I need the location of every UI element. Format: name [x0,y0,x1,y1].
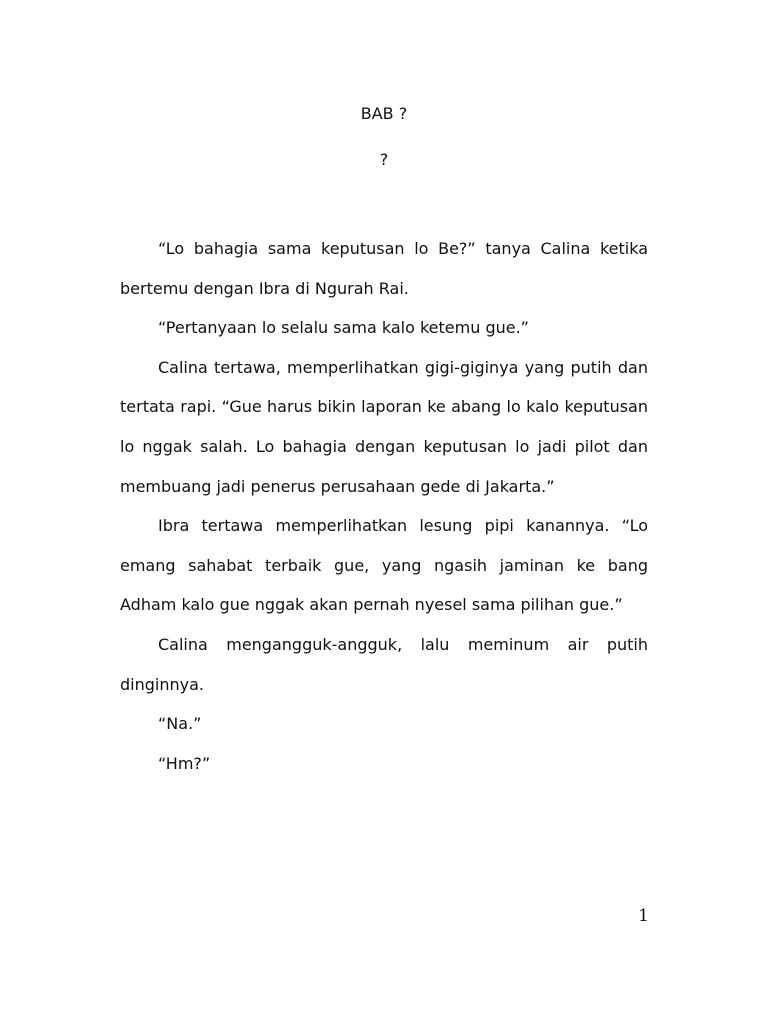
paragraph: Calina mengangguk-angguk, lalu meminum air putih dinginnya. [120,634,648,694]
body-text [120,229,648,783]
paragraph: “Lo bahagia sama keputusan lo Be?” tanya Calina ketika bertemu dengan Ibra di Ngurah Rai. [120,239,648,298]
page-number: 1 [638,906,649,926]
paragraph: Calina tertawa, memperlihatkan gigi-giginya yang putih dan tertata rapi. “Gue harus bikin laporan ke abang lo kalo keputusan lo nggak salah. Lo bahagia dengan keputusan lo jadi pilot dan membuang jadi penerus perusahaan gede di Jakarta.” [120,357,648,496]
paragraph: “Na.” [158,714,202,734]
paragraph: “Pertanyaan lo selalu sama kalo ketemu gue.” [158,318,529,338]
paragraph: “Hm?” [158,753,211,773]
paragraph: Ibra tertawa memperlihatkan lesung pipi kanannya. “Lo emang sahabat terbaik gue, yang ngasih jaminan ke bang Adham kalo gue nggak akan pernah nyesel sama pilihan gue.” [120,516,648,615]
chapter-heading: BAB ? [360,104,408,123]
chapter-subheading: ? [379,150,389,169]
